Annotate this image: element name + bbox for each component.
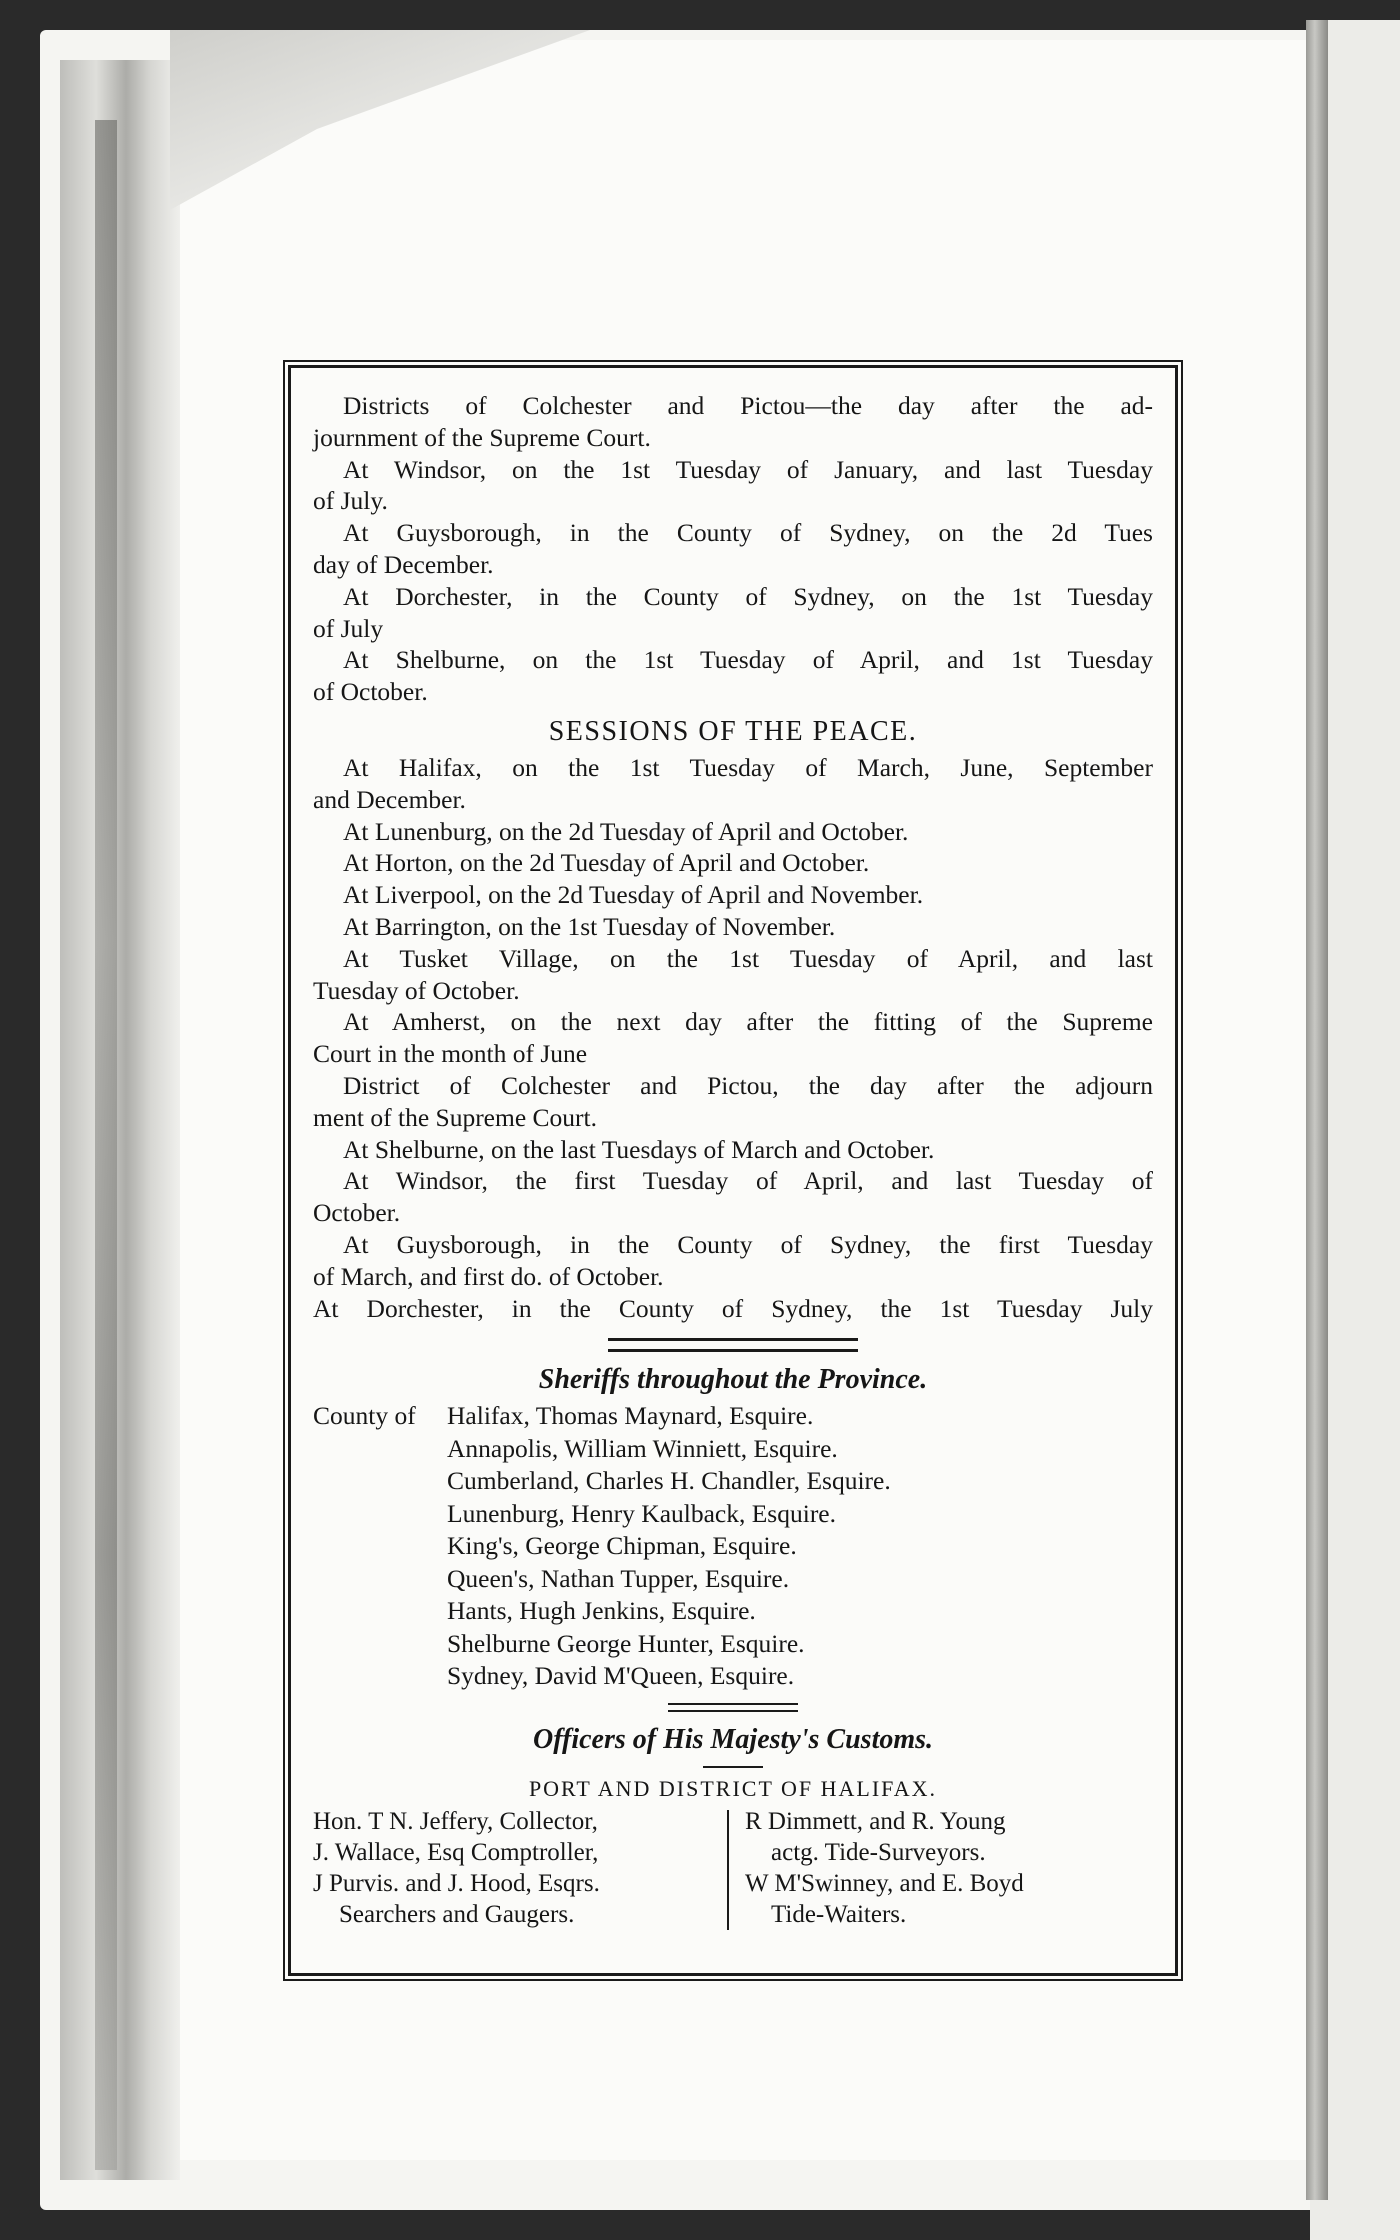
court-sitting-line: At Windsor, on the 1st Tuesday of January, and last Tuesday: [343, 454, 1153, 484]
court-sitting-line: At Shelburne, on the 1st Tuesday of April, and 1st Tuesday: [343, 645, 1153, 675]
sheriff-entry: [313, 1433, 1153, 1466]
session-line: At Shelburne, on the last Tuesdays of March and October.: [343, 1134, 935, 1164]
court-sitting-line: of July: [313, 613, 384, 643]
sheriff-entry: [313, 1628, 1153, 1661]
sheriffs-heading: Sheriffs throughout the Province.: [538, 1364, 928, 1396]
officer-line: Searchers and Gaugers.: [339, 1900, 575, 1928]
short-rule: [703, 1766, 763, 1768]
court-sitting-line: Districts of Colchester and Pictou—the day after the ad-: [343, 391, 1153, 420]
section-rule: [668, 1703, 798, 1712]
officer-line: W M'Swinney, and E. Boyd: [745, 1869, 1024, 1897]
sheriff-name: Annapolis, William Winniett, Esquire.: [447, 1433, 838, 1463]
court-sitting-line: At Dorchester, in the County of Sydney, on the 1st Tuesday: [343, 581, 1153, 611]
officers-right-column: [729, 1806, 1024, 1930]
session-line: At Guysborough, in the County of Sydney, the first Tuesday: [343, 1229, 1153, 1259]
sessions-list: [313, 752, 1153, 1324]
sheriff-entry: [313, 1563, 1153, 1596]
sheriff-name: Sydney, David M'Queen, Esquire.: [447, 1661, 795, 1691]
session-line: At Barrington, on the 1st Tuesday of November.: [343, 911, 836, 941]
session-line: At Tusket Village, on the 1st Tuesday of April, and last: [343, 943, 1153, 973]
court-sittings-list: [313, 390, 1153, 708]
sheriff-name: Cumberland, Charles H. Chandler, Esquire.: [447, 1466, 891, 1496]
session-line: and December.: [313, 784, 466, 814]
sheriff-name: Hants, Hugh Jenkins, Esquire.: [447, 1596, 756, 1626]
sheriff-name: Lunenburg, Henry Kaulback, Esquire.: [447, 1498, 836, 1528]
sheriff-name: Shelburne George Hunter, Esquire.: [447, 1628, 805, 1658]
right-page-fold: [1306, 20, 1328, 2200]
officers-left-column: [313, 1806, 729, 1930]
session-line: ment of the Supreme Court.: [313, 1102, 597, 1132]
session-line: At Lunenburg, on the 2d Tuesday of April and October.: [343, 816, 909, 846]
sheriff-name: King's, George Chipman, Esquire.: [447, 1531, 797, 1561]
customs-heading: Officers of His Majesty's Customs.: [532, 1723, 934, 1755]
county-label: County of: [313, 1401, 416, 1431]
sheriff-entry: [313, 1465, 1153, 1498]
double-rule: [608, 1338, 858, 1352]
session-line: of March, and first do. of October.: [313, 1261, 664, 1291]
port-heading: PORT AND DISTRICT OF HALIFAX.: [528, 1775, 938, 1801]
officer-line: J. Wallace, Esq Comptroller,: [313, 1838, 599, 1866]
session-line: At Liverpool, on the 2d Tuesday of April and November.: [343, 880, 924, 910]
sheriff-entry: [313, 1400, 1153, 1433]
sheriff-name: Halifax, Thomas Maynard, Esquire.: [447, 1401, 814, 1431]
officers-table: [313, 1806, 1153, 1930]
sessions-heading: SESSIONS OF THE PEACE.: [548, 715, 918, 747]
sheriff-name: Queen's, Nathan Tupper, Esquire.: [447, 1563, 790, 1593]
sheriff-entry: [313, 1498, 1153, 1531]
printed-frame: [288, 365, 1178, 1976]
session-line: Tuesday of October.: [313, 975, 520, 1005]
court-sitting-line: day of December.: [313, 549, 494, 579]
session-line: At Windsor, the first Tuesday of April, and last Tuesday of: [343, 1166, 1153, 1196]
session-line: Court in the month of June: [313, 1039, 588, 1069]
session-line: At Halifax, on the 1st Tuesday of March, June, September: [343, 752, 1153, 782]
sheriff-entry: [313, 1595, 1153, 1628]
session-line: District of Colchester and Pictou, the day after the adjourn: [343, 1070, 1153, 1100]
court-sitting-line: At Guysborough, in the County of Sydney, on the 2d Tues: [343, 518, 1153, 548]
court-sitting-line: of October.: [313, 677, 428, 707]
officer-line: R Dimmett, and R. Young: [745, 1807, 1006, 1835]
sheriff-entry: [313, 1530, 1153, 1563]
book-spine: [60, 60, 180, 2180]
session-line: At Amherst, on the next day after the fitting of the Supreme: [343, 1007, 1153, 1037]
sheriffs-list: [313, 1400, 1153, 1693]
officer-line: Hon. T N. Jeffery, Collector,: [313, 1807, 598, 1835]
spine-shadow: [95, 120, 117, 2170]
court-sitting-line: journment of the Supreme Court.: [313, 422, 651, 452]
column-divider: [727, 1810, 729, 1930]
sheriff-entry: [313, 1660, 1153, 1693]
officer-line: actg. Tide-Surveyors.: [771, 1838, 986, 1866]
almanac-text: [313, 390, 1153, 1930]
session-line: At Horton, on the 2d Tuesday of April and October.: [343, 848, 870, 878]
court-sitting-line: of July.: [313, 486, 388, 516]
officer-line: J Purvis. and J. Hood, Esqrs.: [313, 1869, 600, 1897]
officer-line: Tide-Waiters.: [771, 1900, 907, 1928]
session-line: At Dorchester, in the County of Sydney, the 1st Tuesday July: [313, 1293, 1153, 1323]
session-line: October.: [313, 1198, 401, 1228]
